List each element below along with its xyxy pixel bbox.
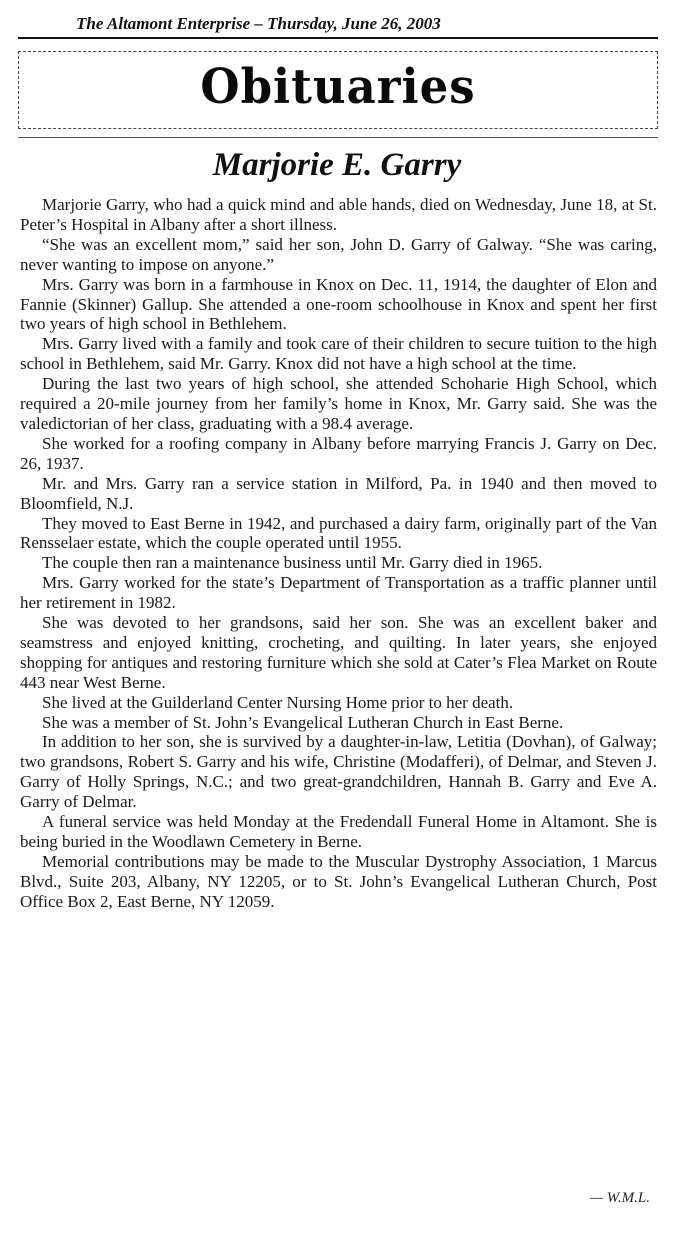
paragraph: During the last two years of high school, she attended Schoharie High School, which required a 20-mile journey from her family’s home in Knox, Mr. Garry said. She was the valedictorian of her class, graduating with a 98.4 average. <box>20 374 657 433</box>
masthead-rule <box>18 37 658 39</box>
section-rule <box>18 137 658 138</box>
paragraph: Mr. and Mrs. Garry ran a service station in Milford, Pa. in 1940 and then moved to Bloomfield, N.J. <box>20 473 657 513</box>
paragraph: She worked for a roofing company in Albany before marrying Francis J. Garry on Dec. 26, 1937. <box>20 433 657 473</box>
paragraph: She lived at the Guilderland Center Nursing Home prior to her death. <box>42 692 514 712</box>
obituary-name: Marjorie E. Garry <box>212 147 462 183</box>
author-signature: — W.M.L. <box>589 1190 650 1206</box>
section-title: Obituaries <box>200 58 476 115</box>
paragraph: Marjorie Garry, who had a quick mind and able hands, died on Wednesday, June 18, at St. Peter’s Hospital in Albany after a short illness. <box>20 195 657 234</box>
obituary-body <box>20 195 657 912</box>
paragraph: In addition to her son, she is survived by a daughter-in-law, Letitia (Dovhan), of Galway; two grandsons, Robert S. Garry and his wife, Christine (Modafferi), of Delmar, and Steven J. Garry of Holly Springs, N.C.; and two great-grandchildren, Hannah B. Garry and Eve A. Garry of Delmar. <box>20 732 657 812</box>
paragraph: A funeral service was held Monday at the Fredendall Funeral Home in Altamont. She is being buried in the Woodlawn Cemetery in Berne. <box>20 812 657 851</box>
paragraph: Memorial contributions may be made to the Muscular Dystrophy Association, 1 Marcus Blvd., Suite 203, Albany, NY 12205, or to St. John’s Evangelical Lutheran Church, Post Office Box 2, East Berne, NY 12059. <box>20 851 657 911</box>
section-banner <box>18 51 658 129</box>
paragraph: “She was an excellent mom,” said her son, John D. Garry of Galway. “She was caring, never wanting to impose on anyone.” <box>20 234 657 274</box>
paragraph: Mrs. Garry worked for the state’s Department of Transportation as a traffic planner until her retirement in 1982. <box>20 573 657 613</box>
paragraph: She was devoted to her grandsons, said her son. She was an excellent baker and seamstress and enjoyed knitting, crocheting, and quilting. In later years, she enjoyed shopping for antiques and restoring furniture which she sold at Cater’s Flea Market on Route 443 near West Berne. <box>20 613 657 692</box>
paragraph: Mrs. Garry was born in a farmhouse in Knox on Dec. 11, 1914, the daughter of Elon and Fannie (Skinner) Gallup. She attended a one-room schoolhouse in Knox and spent her first two years of high school in Bethlehem. <box>20 274 657 334</box>
paragraph: The couple then ran a maintenance business until Mr. Garry died in 1965. <box>42 553 543 573</box>
masthead: The Altamont Enterprise – Thursday, June 26, 2003 <box>76 14 441 33</box>
paragraph: She was a member of St. John’s Evangelical Lutheran Church in East Berne. <box>42 712 564 732</box>
paragraph: They moved to East Berne in 1942, and purchased a dairy farm, originally part of the Van Rensselaer estate, which the couple operated until 1955. <box>20 513 657 553</box>
paragraph: Mrs. Garry lived with a family and took care of their children to secure tuition to the high school in Bethlehem, said Mr. Garry. Knox did not have a high school at the time. <box>20 334 657 374</box>
